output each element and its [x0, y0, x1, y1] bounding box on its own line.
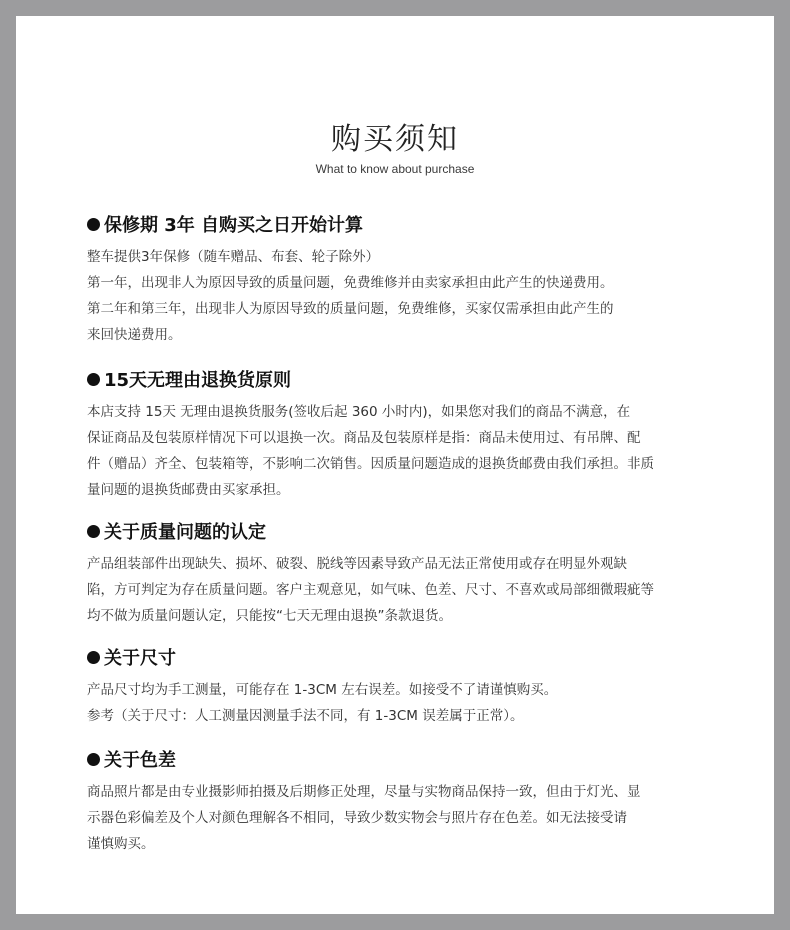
section-line: 均不做为质量问题认定，只能按“七天无理由退换”条款退货。 [87, 608, 452, 624]
section-line: 产品组装部件出现缺失、损坏、破裂、脱线等因素导致产品无法正常使用或存在明显外观缺 [87, 556, 627, 572]
section-quality [87, 519, 737, 629]
section-returns [87, 367, 737, 503]
section-line: 示器色彩偏差及个人对颜色理解各不相同，导致少数实物会与照片存在色差。如无法接受请 [87, 810, 627, 826]
section-line: 量问题的退换货邮费由买家承担。 [87, 482, 290, 498]
bullet-dot-icon [87, 525, 100, 538]
section-heading-text: 关于质量问题的认定 [104, 522, 266, 543]
section-warranty [87, 212, 737, 348]
bullet-dot-icon [87, 373, 100, 386]
section-heading [87, 212, 737, 236]
section-size [87, 645, 737, 729]
section-line: 谨慎购买。 [87, 836, 155, 852]
section-line: 第一年，出现非人为原因导致的质量问题，免费维修并由卖家承担由此产生的快递费用。 [87, 275, 614, 291]
section-line: 第二年和第三年，出现非人为原因导致的质量问题，免费维修，买家仅需承担由此产生的 [87, 301, 614, 317]
bullet-dot-icon [87, 218, 100, 231]
section-line: 参考（关于尺寸：人工测量因测量手法不同，有 1-3CM 误差属于正常）。 [87, 708, 524, 724]
section-heading [87, 367, 737, 391]
section-line: 件（赠品）齐全、包装箱等，不影响二次销售。因质量问题造成的退换货邮费由我们承担。非质 [87, 456, 654, 472]
section-heading [87, 645, 737, 669]
page-subtitle: What to know about purchase [315, 162, 475, 176]
section-line: 陷，方可判定为存在质量问题。客户主观意见，如气味、色差、尺寸、不喜欢或局部细微瑕疵等 [87, 582, 654, 598]
page-title: 购买须知 [331, 122, 459, 157]
bullet-dot-icon [87, 651, 100, 664]
section-heading [87, 747, 737, 771]
section-heading-text: 关于尺寸 [104, 648, 176, 669]
section-color [87, 747, 737, 857]
section-line: 保证商品及包装原样情况下可以退换一次。商品及包装原样是指：商品未使用过、有吊牌、配 [87, 430, 641, 446]
section-heading-text: 15天无理由退换货原则 [104, 370, 292, 391]
section-heading-text: 保修期 3年 自购买之日开始计算 [104, 215, 364, 236]
section-heading-text: 关于色差 [104, 750, 176, 771]
section-line: 商品照片都是由专业摄影师拍摄及后期修正处理，尽量与实物商品保持一致，但由于灯光、显 [87, 784, 641, 800]
section-heading [87, 519, 737, 543]
content-card [16, 16, 774, 914]
bullet-dot-icon [87, 753, 100, 766]
section-line: 产品尺寸均为手工测量，可能存在 1-3CM 左右误差。如接受不了请谨慎购买。 [87, 682, 558, 698]
section-line: 本店支持 15天 无理由退换货服务(签收后起 360 小时内)，如果您对我们的商品不满意，在 [87, 404, 631, 420]
section-line: 来回快递费用。 [87, 327, 182, 343]
section-line: 整车提供3年保修（随车赠品、布套、轮子除外） [87, 249, 380, 265]
